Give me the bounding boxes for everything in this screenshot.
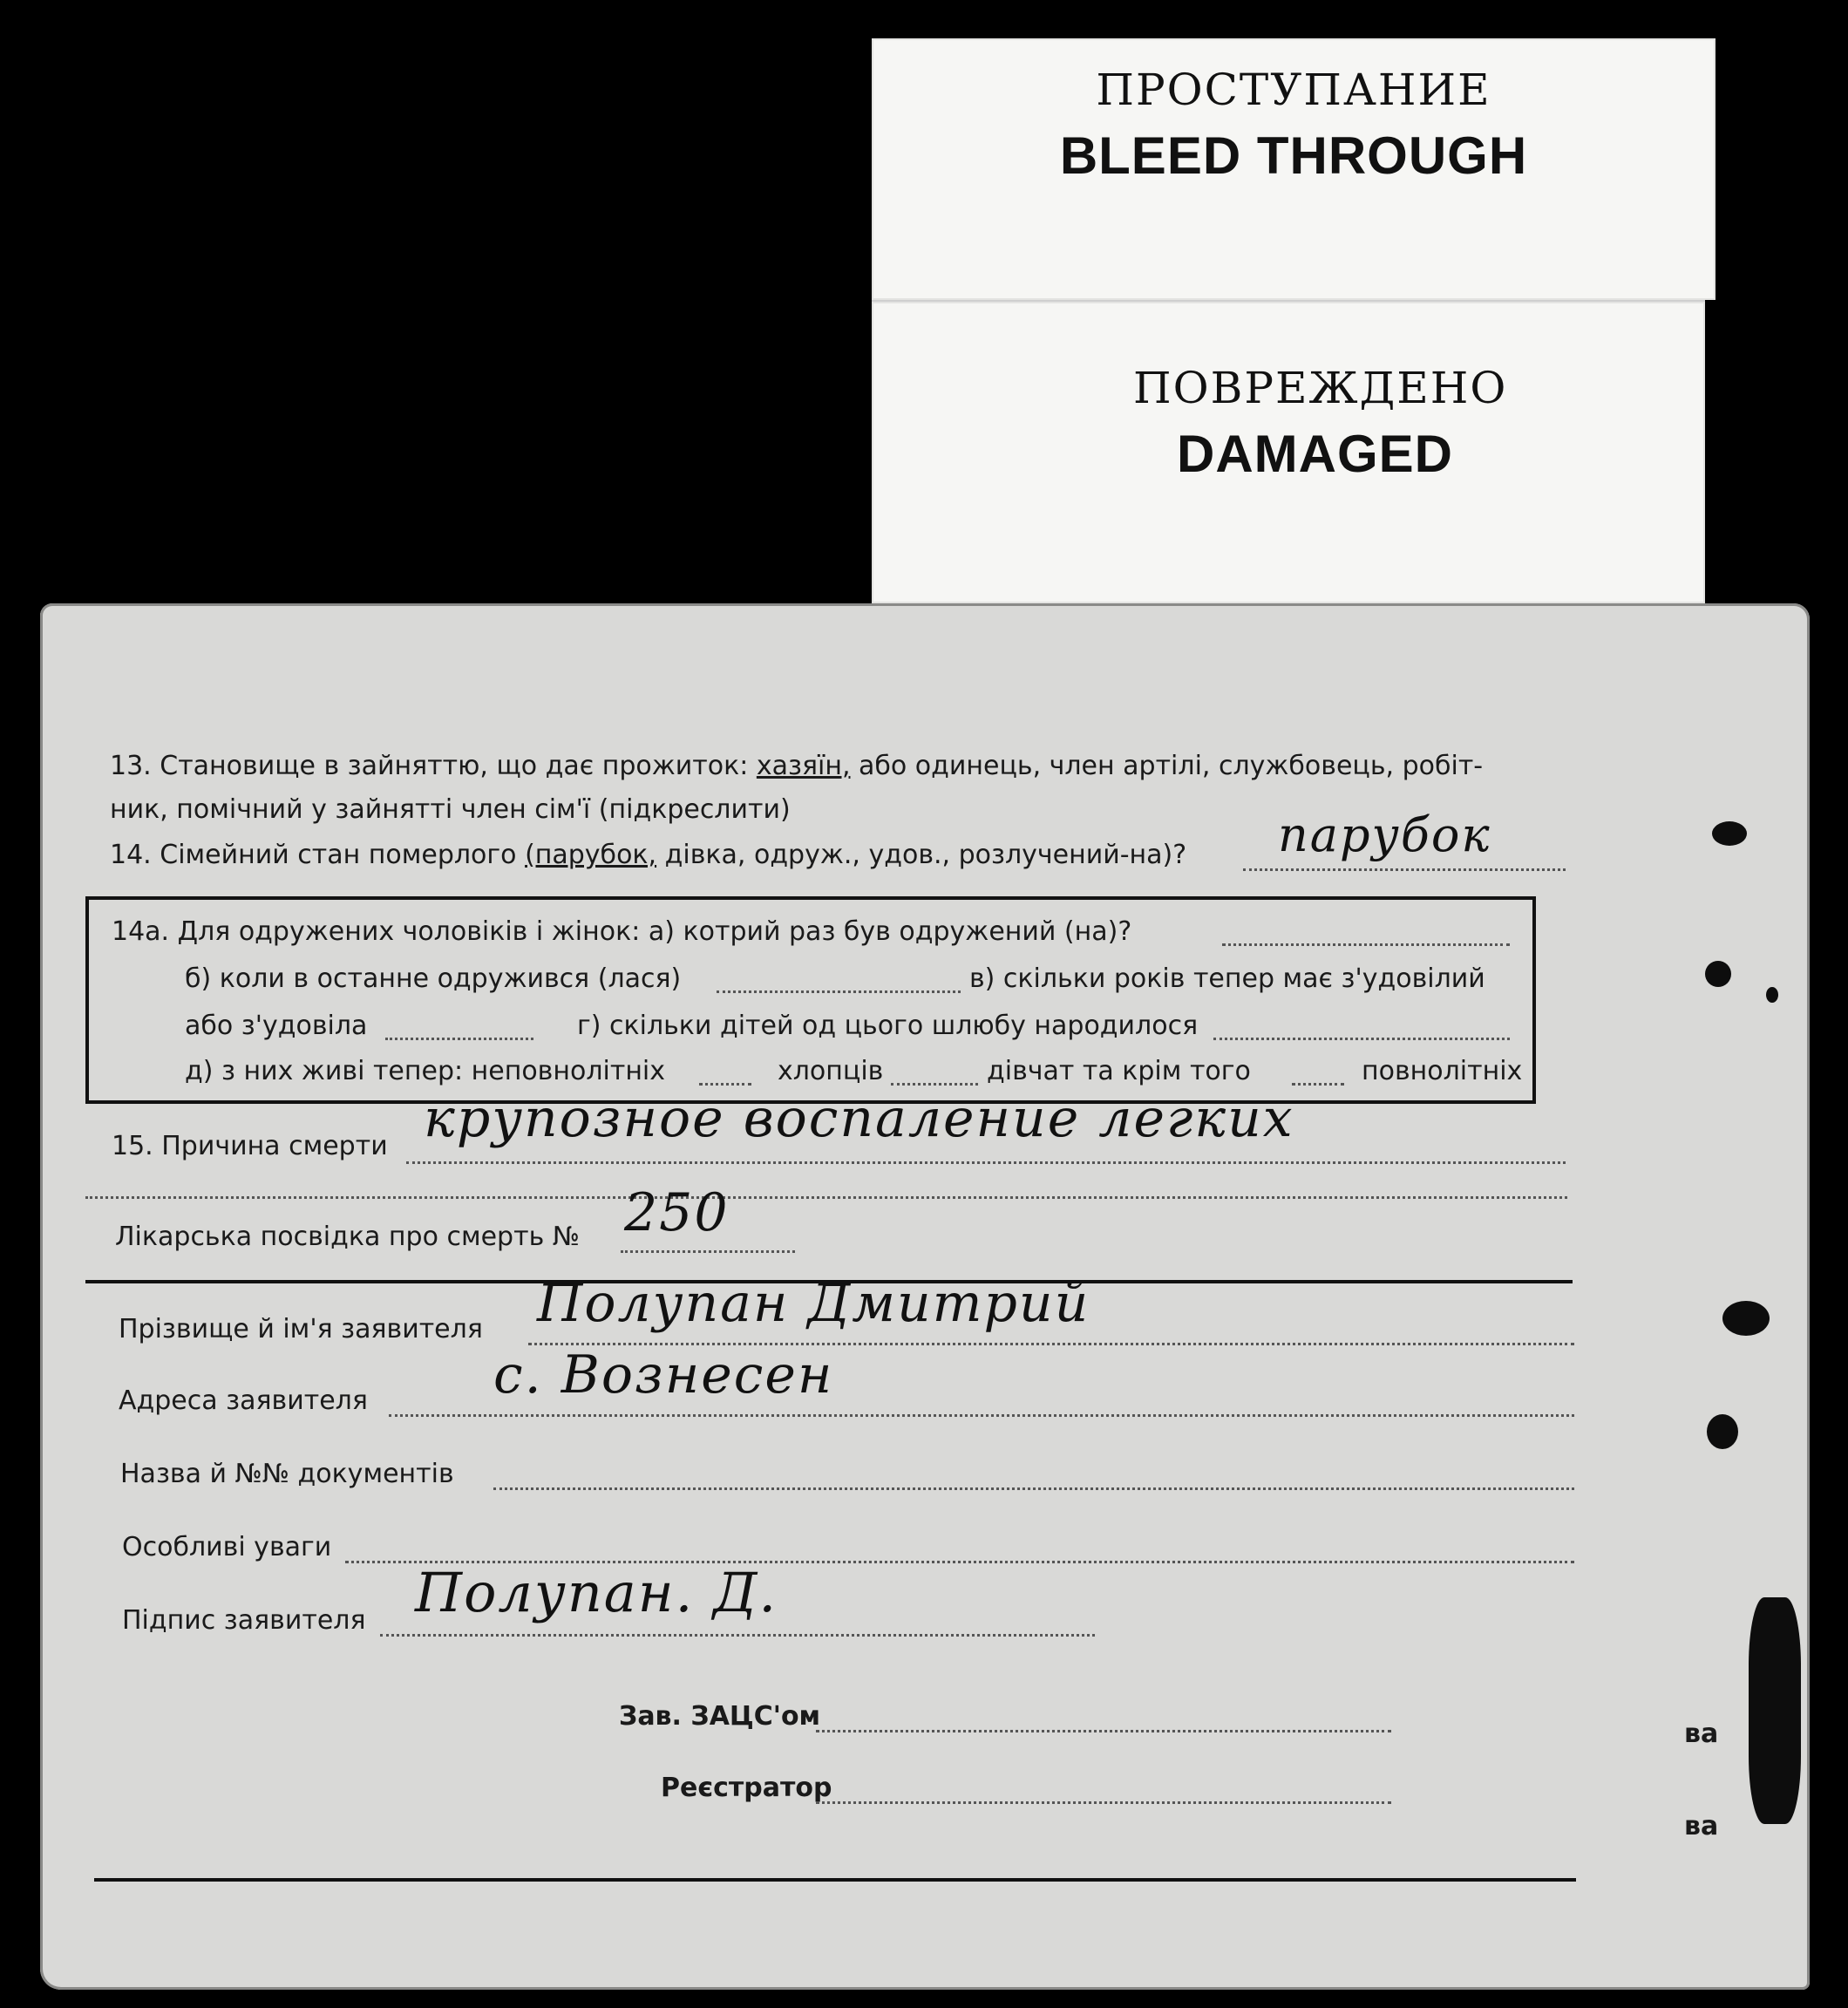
applicant-address-label: Адреса заявителя <box>119 1385 368 1416</box>
field-13-line-2: ник, помічний у зайнятті член сім'ї (підкреслити) <box>110 794 791 825</box>
field-13-line-1: 13. Становище в зайняттю, що дає прожиток: хазяїн, або одинець, член артілі, службовець, робіт- <box>110 751 1484 781</box>
signature-dotted-line <box>380 1634 1095 1637</box>
field-14a-line-2a: б) коли в останне одружився (лася) <box>185 963 682 994</box>
damage-tear <box>1749 1597 1801 1824</box>
field-14a-line-1: 14а. Для одружених чоловіків і жінок: а) котрий раз був одружений (на)? <box>112 916 1132 947</box>
death-certificate-label: Лікарська посвідка про смерть № <box>115 1222 580 1252</box>
section-divider-bottom <box>94 1878 1576 1882</box>
field-14-label: 14. Сімейний стан померлого (парубок, дівка, одруж., удов., розлучений-на)? <box>110 840 1187 870</box>
field-14a-box <box>85 896 1536 1104</box>
applicant-name-label: Прізвище й ім'я заявителя <box>119 1314 483 1344</box>
registry-head-dotted-line <box>816 1730 1391 1732</box>
applicant-name-value: Полупан Дмитрий <box>537 1273 1090 1334</box>
field-14a-line-3a: або з'удовіла <box>185 1011 368 1041</box>
field-14a-dotted-line-2 <box>717 990 961 993</box>
damage-hole <box>1722 1301 1770 1336</box>
applicant-address-dotted-line <box>389 1414 1574 1417</box>
death-certificate-number: 250 <box>624 1182 730 1243</box>
field-14a-line-3b: г) скільки дітей од цього шлюбу народилося <box>577 1011 1199 1041</box>
death-record-form <box>40 603 1810 1990</box>
damage-hole <box>1707 1414 1738 1449</box>
registrar-dotted-line <box>816 1801 1391 1804</box>
field-14-dotted-line <box>1243 868 1566 871</box>
field-13-underlined-option: хазяїн, <box>756 751 851 781</box>
field-14-underlined-option: (парубок, <box>525 840 657 870</box>
damaged-label-ru: ПОВРЕЖДЕНО <box>1133 363 1508 413</box>
bleed-through-label-en: BLEED THROUGH <box>1059 126 1528 185</box>
bleed-through-label-ru: ПРОСТУПАНИЕ <box>1096 65 1491 115</box>
field-15-handwritten-value: крупозное воспаление легких <box>424 1088 1294 1149</box>
edge-fragment-2: ва <box>1684 1811 1719 1841</box>
applicant-address-value: с. Вознесен <box>493 1344 834 1406</box>
field-15-dotted-line <box>406 1161 1566 1164</box>
damaged-label <box>872 300 1705 603</box>
field-14a-line-4a: д) з них живі тепер: неповнолітніх <box>185 1056 666 1086</box>
edge-fragment-1: ва <box>1684 1719 1719 1749</box>
field-14a-dotted-line-4a <box>699 1083 751 1086</box>
field-14a-dotted-line-4c <box>1292 1083 1344 1086</box>
documents-label: Назва й №№ документів <box>120 1459 454 1489</box>
field-14a-line-4b: хлопців <box>778 1056 884 1086</box>
field-14a-dotted-line-3b <box>1213 1038 1510 1040</box>
field-15-dotted-line-2 <box>85 1196 1567 1199</box>
special-notes-label: Особливі уваги <box>122 1532 332 1562</box>
applicant-signature: Полупан. Д. <box>415 1561 778 1624</box>
field-14a-dotted-line-1 <box>1222 943 1510 946</box>
damage-hole <box>1766 987 1778 1003</box>
field-14a-line-2b: в) скільки років тепер має з'удовілий <box>969 963 1485 994</box>
field-14-handwritten-value: парубок <box>1278 807 1491 862</box>
damage-hole <box>1705 961 1731 987</box>
registry-head-label: Зав. ЗАЦС'ом <box>619 1701 821 1732</box>
death-certificate-dotted-line <box>621 1250 795 1253</box>
bleed-through-label <box>872 38 1716 300</box>
damage-hole <box>1712 821 1747 846</box>
damaged-label-en: DAMAGED <box>1177 425 1453 483</box>
field-14a-line-4c: дівчат та крім того <box>987 1056 1251 1086</box>
field-14a-dotted-line-4b <box>891 1083 978 1086</box>
documents-dotted-line <box>493 1487 1574 1490</box>
registrar-label: Реєстратор <box>661 1773 832 1803</box>
field-15-label: 15. Причина смерти <box>112 1131 388 1161</box>
field-14a-line-4d: повнолітніх <box>1362 1056 1523 1086</box>
field-14a-dotted-line-3a <box>385 1038 533 1040</box>
signature-label: Підпис заявителя <box>122 1605 366 1636</box>
